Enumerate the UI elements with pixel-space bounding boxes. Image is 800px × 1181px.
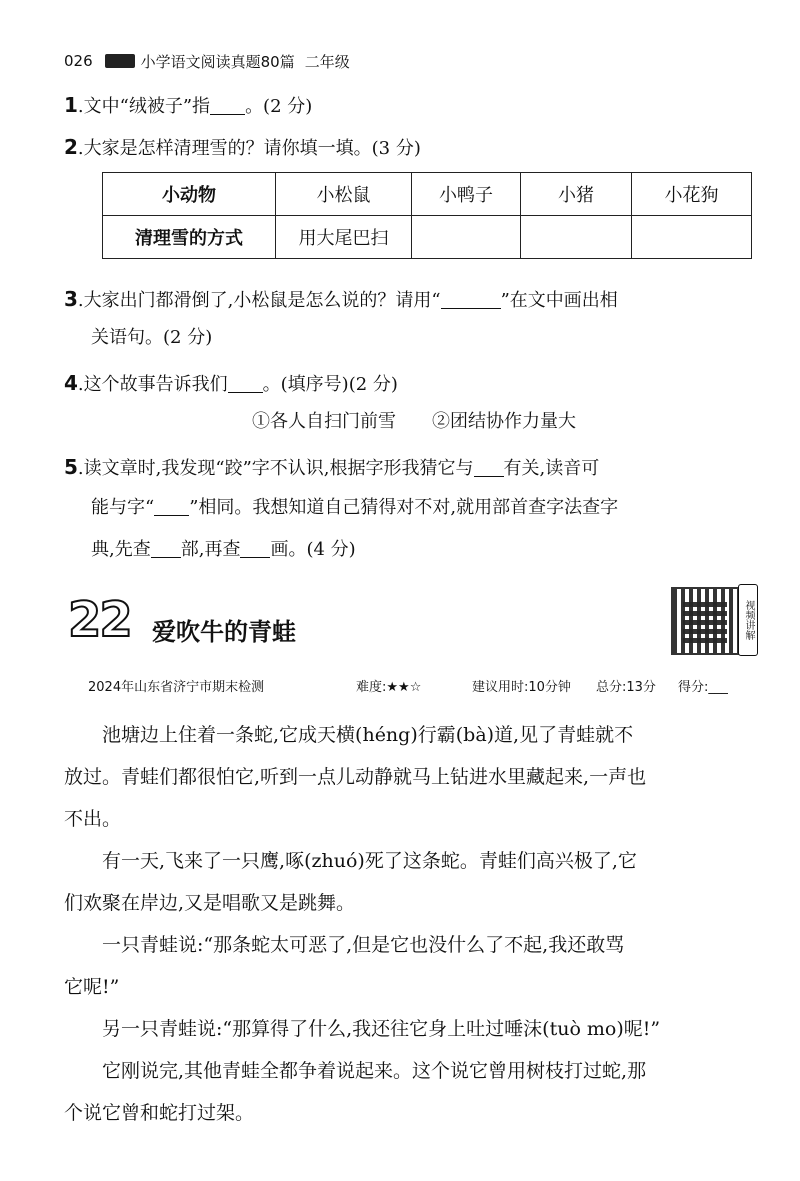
table-cell: 小松鼠 <box>276 173 412 216</box>
passage-line: 个说它曾和蛇打过架。 <box>64 1102 255 1124</box>
answer-blank[interactable] <box>474 458 504 477</box>
table-cell: 小鸭子 <box>412 173 521 216</box>
question-text: .这个故事告诉我们 <box>77 374 228 395</box>
question-5-line-2 <box>91 496 618 519</box>
table-header-cell: 小动物 <box>103 173 276 216</box>
table-answer-cell[interactable] <box>412 216 521 259</box>
page-header <box>64 50 350 72</box>
question-text: 能与字“ <box>91 497 155 518</box>
question-text: .文中“绒被子”指 <box>77 96 211 117</box>
passage-line: 它呢!” <box>64 976 120 998</box>
table-row <box>103 216 752 259</box>
answer-blank[interactable] <box>154 497 189 516</box>
video-label[interactable]: 视频讲解 <box>738 584 758 656</box>
question-text: .大家是怎样清理雪的？请你填一填。(3 分) <box>77 138 421 159</box>
difficulty-label: 难度:★★☆ <box>356 680 422 695</box>
question-4-options: ①各人自扫门前雪 ②团结协作力量大 <box>252 411 576 432</box>
question-number: 4 <box>64 371 78 395</box>
table-header-cell: 清理雪的方式 <box>103 216 276 259</box>
question-2 <box>64 134 421 160</box>
question-text: 有关,读音可 <box>503 458 600 479</box>
question-4 <box>64 370 398 396</box>
question-text: 部,再查 <box>180 539 241 560</box>
table-answer-cell[interactable] <box>632 216 752 259</box>
answer-table <box>102 172 752 259</box>
question-text: ”相同。我想知道自己猜得对不对,就用部首查字法查字 <box>189 497 619 518</box>
passage-line: 一只青蛙说:“那条蛇太可恶了,但是它也没什么了不起,我还敢骂 <box>64 934 625 956</box>
grade-label: 二年级 <box>304 52 350 71</box>
answer-blank[interactable] <box>210 96 245 115</box>
question-text: 。(2 分) <box>245 96 313 117</box>
passage-line: 池塘边上住着一条蛇,它成天横(héng)行霸(bà)道,见了青蛙就不 <box>64 724 634 746</box>
time-label: 建议用时:10分钟 <box>472 680 571 695</box>
passage-line: 它刚说完,其他青蛙全都争着说起来。这个说它曾用树枝打过蛇,那 <box>64 1060 647 1082</box>
page-number: 026 <box>64 52 93 70</box>
answer-blank[interactable] <box>228 374 263 393</box>
answer-blank[interactable] <box>441 290 501 309</box>
question-number: 1 <box>64 93 78 117</box>
passage-line: 另一只青蛙说:“那算得了什么,我还往它身上吐过唾沫(tuò mo)呢!” <box>64 1018 661 1040</box>
source-label: 2024年山东省济宁市期末检测 <box>88 680 265 695</box>
table-cell: 用大尾巴扫 <box>276 216 412 259</box>
question-number: 2 <box>64 135 78 159</box>
table-row <box>103 173 752 216</box>
question-number: 5 <box>64 455 78 479</box>
question-5-line-3 <box>91 538 356 561</box>
question-text: ”在文中画出相 <box>500 290 618 311</box>
total-label: 总分:13分 <box>596 680 656 695</box>
passage-line: 不出。 <box>64 808 122 830</box>
question-text: 典,先查 <box>91 539 151 560</box>
question-number: 3 <box>64 287 78 311</box>
score-label: 得分:___ <box>678 680 728 695</box>
question-text: .读文章时,我发现“跤”字不认识,根据字形我猜它与 <box>77 458 474 479</box>
question-text: 画。(4 分) <box>270 539 356 560</box>
question-3 <box>64 286 618 312</box>
qr-code-icon[interactable] <box>671 587 739 655</box>
passage-line: 们欢聚在岸边,又是唱歌又是跳舞。 <box>64 892 356 914</box>
question-1 <box>64 92 312 118</box>
lesson-number: 22 <box>68 592 131 648</box>
passage-line: 放过。青蛙们都很怕它,听到一点儿动静就马上钻进水里藏起来,一声也 <box>64 766 647 788</box>
passage-line: 有一天,飞来了一只鹰,啄(zhuó)死了这条蛇。青蛙们高兴极了,它 <box>64 850 637 872</box>
lesson-title: 爱吹牛的青蛙 <box>152 618 296 646</box>
answer-blank[interactable] <box>151 539 181 558</box>
series-logo-icon <box>105 54 135 68</box>
book-title: 小学语文阅读真题80篇 <box>140 52 295 71</box>
table-cell: 小猪 <box>521 173 632 216</box>
question-text: .大家出门都滑倒了,小松鼠是怎么说的？请用“ <box>77 290 441 311</box>
question-text: 。(填序号)(2 分) <box>262 374 398 395</box>
table-answer-cell[interactable] <box>521 216 632 259</box>
answer-blank[interactable] <box>240 539 270 558</box>
question-3-line-2: 关语句。(2 分) <box>91 327 213 348</box>
table-cell: 小花狗 <box>632 173 752 216</box>
question-5 <box>64 454 599 480</box>
